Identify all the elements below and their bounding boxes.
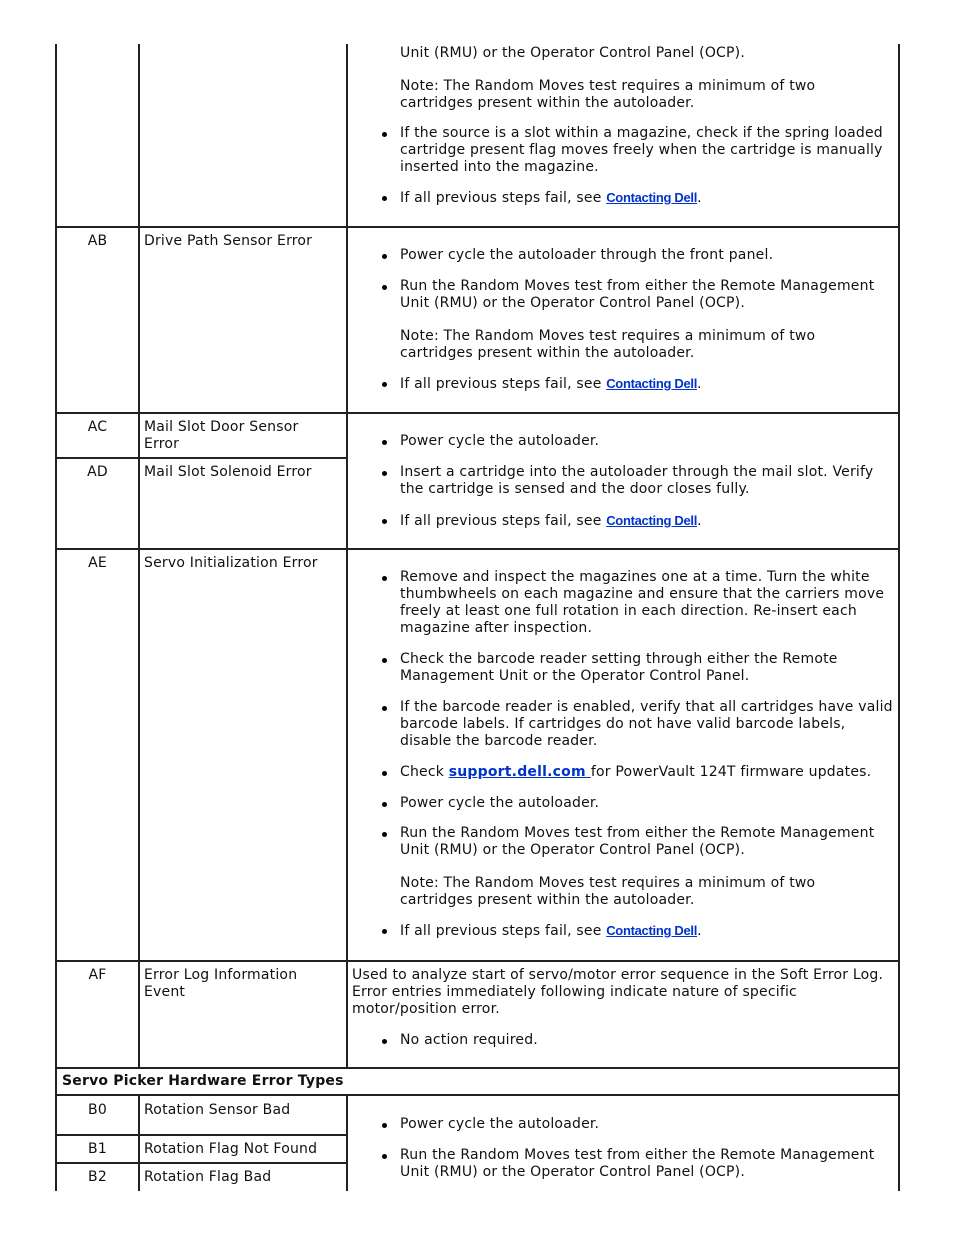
contacting-dell-link[interactable]: Contacting Dell [606, 923, 698, 938]
action-list [352, 1032, 892, 1049]
action-list [350, 375, 895, 393]
list-item [400, 512, 895, 530]
list-item-text: for PowerVault 124T firmware updates. [590, 764, 872, 780]
error-description: Mail Slot Solenoid Error [144, 464, 312, 480]
list-item: Remove and inspect the magazines one at a time. Turn the white thumbwheels on each magazine and ensure that the carriers move freely at least one full rotation in each direction. Re-insert each magazine after inspection. [400, 569, 895, 637]
error-code: AF [88, 967, 107, 983]
row-divider [55, 1094, 900, 1096]
punctuation: . [697, 923, 702, 939]
action-cell [350, 569, 895, 940]
list-item: Run the Random Moves test from either the Remote Management Unit (RMU) or the Operator Control Panel (OCP). [400, 825, 895, 859]
punctuation: . [697, 376, 702, 392]
col-divider [346, 44, 348, 1067]
action-cell [350, 433, 895, 530]
list-item [400, 922, 895, 940]
error-description: Rotation Flag Bad [144, 1169, 272, 1185]
list-item: Power cycle the autoloader through the front panel. [400, 247, 895, 264]
error-description: Drive Path Sensor Error [144, 233, 313, 249]
list-item [400, 189, 895, 207]
error-description: Rotation Sensor Bad [144, 1102, 291, 1118]
list-item-text: If all previous steps fail, see [400, 513, 607, 529]
action-list [350, 125, 895, 207]
row-divider [55, 226, 900, 228]
list-item [400, 764, 895, 781]
error-code: AC [87, 419, 108, 435]
list-item: Run the Random Moves test from either the Remote Management Unit (RMU) or the Operator Control Panel (OCP). [400, 1147, 895, 1181]
row-divider [55, 1067, 900, 1069]
list-item: No action required. [400, 1032, 892, 1049]
support-dell-link[interactable]: support.dell.com [448, 764, 591, 780]
note-text: Note: The Random Moves test requires a minimum of two cartridges present within the autoloader. [400, 875, 816, 908]
list-item: If the barcode reader is enabled, verify that all cartridges have valid barcode labels. If cartridges do not have valid barcode labels, disable the barcode reader. [400, 699, 895, 750]
list-item: Power cycle the autoloader. [400, 433, 895, 450]
action-list [350, 922, 895, 940]
contacting-dell-link[interactable]: Contacting Dell [606, 190, 698, 205]
contacting-dell-link[interactable]: Contacting Dell [606, 376, 698, 391]
section-header: Servo Picker Hardware Error Types [62, 1073, 344, 1089]
list-item: Insert a cartridge into the autoloader through the mail slot. Verify the cartridge is sensed and the door closes fully. [400, 464, 895, 498]
row-divider [55, 457, 348, 459]
error-description: Error Log Information Event [144, 967, 298, 1000]
note-text: Note: The Random Moves test requires a minimum of two cartridges present within the autoloader. [400, 78, 816, 111]
list-item-text: If all previous steps fail, see [400, 923, 607, 939]
af-description-text: Used to analyze start of servo/motor error sequence in the Soft Error Log. Error entries immediately following indicate nature of specific motor/position error. [352, 967, 884, 1017]
error-code: AD [87, 464, 108, 480]
error-description: Mail Slot Door Sensor Error [144, 419, 299, 452]
error-description: Servo Initialization Error [144, 555, 318, 571]
action-list [350, 1116, 895, 1181]
list-item-text: If all previous steps fail, see [400, 190, 607, 206]
punctuation: . [697, 513, 702, 529]
list-item: Power cycle the autoloader. [400, 1116, 895, 1133]
note-text: Note: The Random Moves test requires a minimum of two cartridges present within the autoloader. [400, 328, 816, 361]
action-cell [350, 1116, 895, 1181]
list-item: If the source is a slot within a magazine, check if the spring loaded cartridge present flag moves freely when the cartridge is manually inserted into the magazine. [400, 125, 895, 176]
col-divider [138, 44, 140, 1067]
error-code: B1 [88, 1141, 107, 1157]
action-cell [350, 247, 895, 393]
col-divider [346, 1096, 348, 1191]
row-divider [55, 1134, 348, 1136]
list-item: Run the Random Moves test from either the Remote Management Unit (RMU) or the Operator Control Panel (OCP). [400, 278, 895, 312]
row-divider [55, 960, 900, 962]
list-item: Check the barcode reader setting through either the Remote Management Unit or the Operator Control Panel. [400, 651, 895, 685]
col-divider [138, 1096, 140, 1191]
row-divider [55, 1162, 348, 1164]
row-divider [55, 548, 900, 550]
error-code: AE [88, 555, 107, 571]
action-list [350, 247, 895, 312]
list-item: Power cycle the autoloader. [400, 795, 895, 812]
list-item [400, 375, 895, 393]
action-list [350, 433, 895, 530]
error-description: Rotation Flag Not Found [144, 1141, 318, 1157]
list-item-text: Check [400, 764, 449, 780]
action-cell-continued [350, 45, 895, 207]
punctuation: . [697, 190, 702, 206]
table-border-right [898, 44, 900, 1191]
row-divider [55, 412, 900, 414]
action-cell [352, 967, 892, 1049]
contacting-dell-link[interactable]: Contacting Dell [606, 513, 698, 528]
error-code: B2 [88, 1169, 107, 1185]
action-list [350, 569, 895, 859]
continued-text: Unit (RMU) or the Operator Control Panel (OCP). [400, 45, 745, 61]
error-code: B0 [88, 1102, 107, 1118]
table-border-left [55, 44, 57, 1191]
error-code: AB [87, 233, 108, 249]
list-item-text: If all previous steps fail, see [400, 376, 607, 392]
